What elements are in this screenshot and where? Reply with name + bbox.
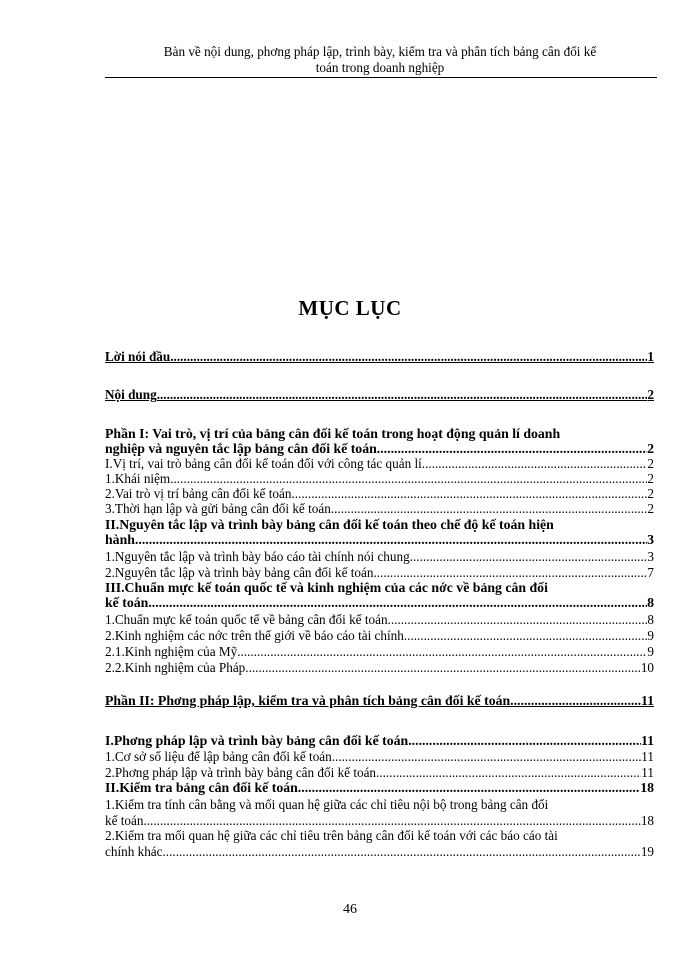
- page-number: 46: [343, 902, 357, 917]
- toc-entry-1-iii-2-1[interactable]: 2.1.Kinh nghiệm của Mỹ ..... 9: [105, 644, 654, 659]
- toc-entry-1-iii-1[interactable]: 1.Chuẩn mực kế toán quốc tế về bảng cân đối kế toán ..... 8: [105, 612, 654, 627]
- toc-entry-1-ii-2[interactable]: 2.Nguyên tắc lập và trình bày bảng cân đối kế toán ..... 7: [105, 565, 654, 580]
- toc-entry-1-iii[interactable]: kế toán ..... 8: [105, 595, 654, 610]
- toc-entry-phan-1-line1[interactable]: Phần I: Vai trò, vị trí của bảng cân đối kế toán trong hoạt động quản lí doanh: [105, 426, 561, 441]
- toc-entry-1-ii[interactable]: hành. ..... 3: [105, 532, 654, 547]
- toc-entry-phan-2[interactable]: Phần II: Phơng pháp lập, kiểm tra và phân tích bảng cân đối kế toán ..... 11: [105, 693, 654, 708]
- toc-entry-2-i-2[interactable]: 2.Phơng pháp lập và trình bày bảng cân đối kế toán. ..... 11: [105, 765, 654, 780]
- toc-entry-2-ii-1-line1[interactable]: 1.Kiểm tra tính cân bằng và mối quan hệ giữa các chỉ tiêu nội bộ trong bảng cân đối: [105, 797, 549, 812]
- page-title: MỤC LỤC: [298, 296, 402, 320]
- header-rule: [105, 77, 657, 78]
- header-line-1: Bàn về nội dung, phơng pháp lập, trình bày, kiểm tra và phân tích bảng cân đối kế: [163, 44, 597, 59]
- toc-entry-2-ii-2-line1[interactable]: 2.Kiểm tra mối quan hệ giữa các chỉ tiêu trên bảng cân đối kế toán với các báo cáo tài: [105, 828, 558, 843]
- toc-entry-1-i[interactable]: I.Vị trí, vai trò bảng cân đối kế toán đối với công tác quản lí ..... 2: [105, 456, 654, 471]
- toc-entry-1-iii-2[interactable]: 2.Kinh nghiệm các nớc trên thế giới về báo cáo tài chính ..... 9: [105, 628, 654, 643]
- toc-entry-loi-noi-dau[interactable]: Lời nói đầu ..... 1: [105, 349, 654, 364]
- toc-entry-1-i-1[interactable]: 1.Khái niệm ..... 2: [105, 471, 654, 486]
- toc-entry-1-i-3[interactable]: 3.Thời hạn lập và gửi bảng cân đối kế toán ..... 2: [105, 501, 654, 516]
- toc-entry-2-ii-2[interactable]: chính khác. ..... 19: [105, 844, 654, 859]
- toc-entry-2-i-1[interactable]: 1.Cơ sở số liệu để lập bảng cân đối kế toán ..... 11: [105, 749, 654, 764]
- toc-entry-2-i[interactable]: I.Phơng pháp lập và trình bày bảng cân đối kế toán ..... 11: [105, 733, 654, 748]
- toc-entry-1-iii-2-2[interactable]: 2.2.Kinh nghiệm của Pháp ..... 10: [105, 660, 654, 675]
- toc-entry-1-ii-line1[interactable]: II.Nguyên tắc lập và trình bày bảng cân đối kế toán theo chế độ kế toán hiện: [105, 517, 554, 532]
- toc-entry-1-iii-line1[interactable]: III.Chuẩn mực kế toán quốc tế và kinh nghiệm của các nớc về bảng cân đối: [105, 580, 548, 595]
- header-line-2: toán trong doanh nghiệp: [315, 60, 445, 75]
- toc-entry-2-ii-1[interactable]: kế toán ..... 18: [105, 813, 654, 828]
- toc-entry-phan-1[interactable]: nghiệp và nguyên tắc lập bảng cân đối kế toán ..... 2: [105, 441, 654, 456]
- toc-entry-1-ii-1[interactable]: 1.Nguyên tắc lập và trình bày báo cáo tài chính nói chung ..... 3: [105, 549, 654, 564]
- toc-entry-2-ii[interactable]: II.Kiểm tra bảng cân đối kế toán ..... 18: [105, 780, 654, 795]
- toc-entry-noi-dung[interactable]: Nội dung ..... 2: [105, 387, 654, 402]
- running-header: [105, 44, 655, 76]
- toc-entry-1-i-2[interactable]: 2.Vai trò vị trí bảng cân đối kế toán ..... 2: [105, 486, 654, 501]
